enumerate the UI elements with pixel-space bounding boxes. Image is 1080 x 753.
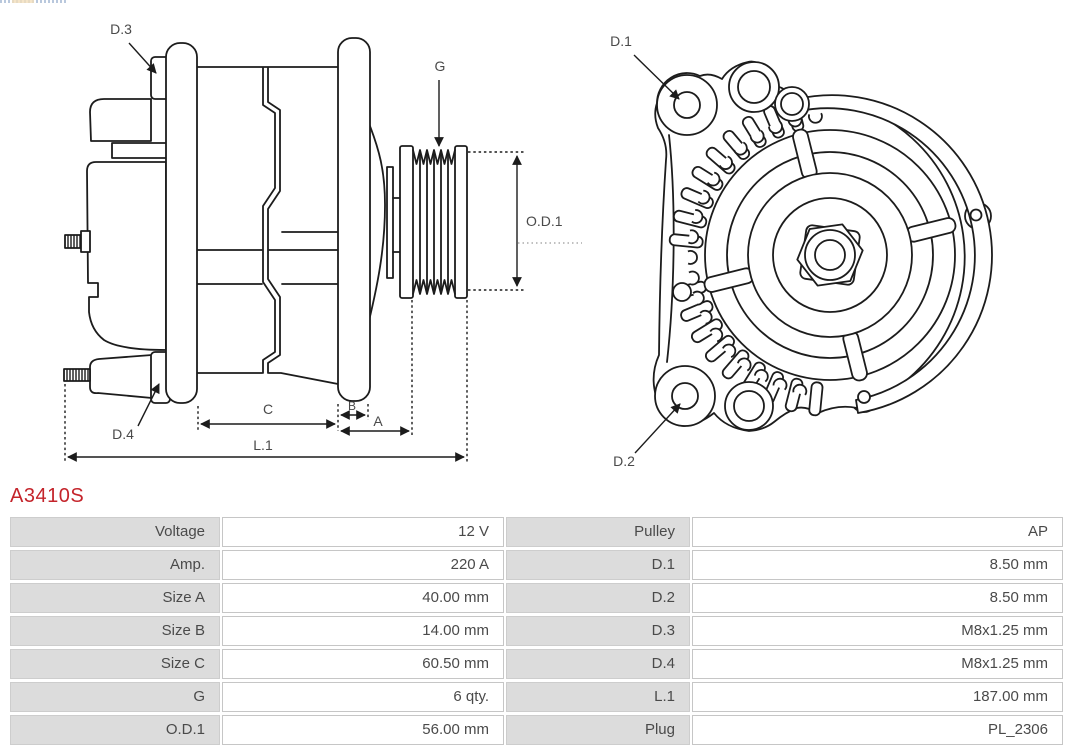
dim-label-l1: L.1 xyxy=(253,437,273,453)
spec-label-cell: Size A xyxy=(10,583,220,613)
spec-label-cell: Pulley xyxy=(506,517,690,547)
spec-value-cell: M8x1.25 mm xyxy=(692,616,1063,646)
mount-hole-d1 xyxy=(674,92,700,118)
dim-label-c: C xyxy=(262,401,274,417)
spec-value-cell: M8x1.25 mm xyxy=(692,649,1063,679)
spec-label-cell: Size B xyxy=(10,616,220,646)
dim-label-d2: D.2 xyxy=(613,453,635,469)
specs-table xyxy=(10,517,1063,745)
spec-value-cell: 6 qty. xyxy=(222,682,504,712)
dim-label-a: A xyxy=(373,413,383,429)
mount-hole-d2 xyxy=(672,383,698,409)
spec-label-cell: D.3 xyxy=(506,616,690,646)
leader-arrow-d2 xyxy=(635,404,680,453)
spec-value-cell: 40.00 mm xyxy=(222,583,504,613)
spec-value-cell: 8.50 mm xyxy=(692,583,1063,613)
spec-label-cell: O.D.1 xyxy=(10,715,220,745)
dim-label-b: B xyxy=(347,399,357,413)
dim-label-d3: D.3 xyxy=(110,21,132,37)
spec-value-cell: AP xyxy=(692,517,1063,547)
spec-value-cell: 220 A xyxy=(222,550,504,580)
dim-label-od1: O.D.1 xyxy=(526,213,563,229)
dim-label-g: G xyxy=(434,58,446,74)
dim-label-d4: D.4 xyxy=(112,426,134,442)
spec-label-cell: Plug xyxy=(506,715,690,745)
spec-label-cell: G xyxy=(10,682,220,712)
spec-label-cell: D.1 xyxy=(506,550,690,580)
spec-value-cell: 8.50 mm xyxy=(692,550,1063,580)
spec-value-cell: 12 V xyxy=(222,517,504,547)
spec-value-cell: PL_2306 xyxy=(692,715,1063,745)
spec-label-cell: Voltage xyxy=(10,517,220,547)
spec-label-cell: D.4 xyxy=(506,649,690,679)
spec-label-cell: D.2 xyxy=(506,583,690,613)
spec-label-cell: L.1 xyxy=(506,682,690,712)
side-view xyxy=(64,21,582,462)
spec-label-cell: Amp. xyxy=(10,550,220,580)
spec-value-cell: 60.50 mm xyxy=(222,649,504,679)
spec-value-cell: 14.00 mm xyxy=(222,616,504,646)
dim-label-d1: D.1 xyxy=(610,33,632,49)
spec-label-cell: Size C xyxy=(10,649,220,679)
front-view xyxy=(610,33,992,469)
spec-value-cell: 56.00 mm xyxy=(222,715,504,745)
part-number: A3410S xyxy=(10,485,85,507)
spec-value-cell: 187.00 mm xyxy=(692,682,1063,712)
